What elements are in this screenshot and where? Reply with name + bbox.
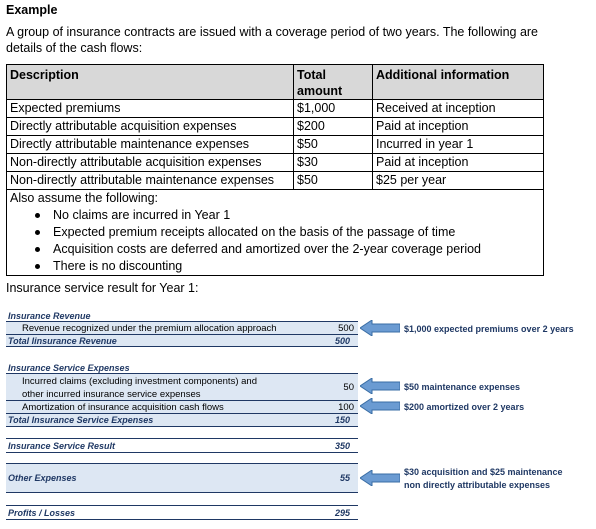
expenses-total-value: 150	[334, 415, 350, 425]
table-row	[7, 100, 543, 118]
service-result-statement	[0, 300, 596, 529]
assumption-text: No claims are incurred in Year 1	[53, 208, 231, 222]
table-row	[7, 154, 543, 172]
profits-losses-value: 295	[334, 508, 350, 518]
arrow-left-icon	[360, 470, 400, 486]
header-total-amount: Total amount	[297, 68, 343, 98]
assumption-item	[7, 241, 543, 258]
row-description: Directly attributable maintenance expenses	[10, 137, 250, 151]
intro-text: A group of insurance contracts are issued with a coverage period of two years. The following are details of the cash flows:	[6, 25, 539, 55]
note-revenue: $1,000 expected premiums over 2 years	[404, 324, 574, 334]
table-row	[7, 136, 543, 154]
amortization-line-label: Amortization of insurance acquisition cash flows	[22, 402, 224, 413]
table-row	[7, 172, 543, 189]
service-result-label: Insurance Service Result	[8, 441, 116, 451]
bullet-icon	[35, 230, 40, 235]
note-other-line-2: non directly attributable expenses	[404, 480, 551, 490]
note-amortization: $200 amortized over 2 years	[404, 402, 525, 412]
row-info: Received at inception	[376, 101, 496, 115]
profits-losses-label: Profits / Losses	[8, 508, 76, 518]
assumption-item	[7, 207, 543, 224]
assumption-text: Expected premium receipts allocated on the basis of the passage of time	[53, 225, 456, 239]
other-expenses-label: Other Expenses	[8, 473, 77, 483]
revenue-total-value: 500	[334, 336, 350, 346]
expenses-header: Insurance Service Expenses	[8, 363, 130, 373]
amortization-value: 100	[338, 402, 354, 413]
assumption-text: There is no discounting	[53, 259, 183, 273]
bullet-icon	[35, 213, 40, 218]
row-amount: $50	[297, 137, 318, 151]
claims-value: 50	[343, 382, 354, 393]
claims-line-1: Incurred claims (excluding investment components) and	[22, 376, 257, 387]
revenue-line-value: 500	[338, 323, 354, 334]
result-subtitle: Insurance service result for Year 1:	[6, 281, 199, 295]
row-amount: $200	[297, 119, 325, 133]
header-description: Description	[10, 68, 79, 82]
row-description: Expected premiums	[10, 101, 121, 115]
header-additional-info: Additional information	[376, 68, 510, 82]
expenses-total-label: Total Insurance Service Expenses	[8, 415, 154, 425]
bullet-icon	[35, 264, 40, 269]
row-description: Non-directly attributable acquisition expenses	[10, 155, 262, 169]
table-header	[7, 65, 543, 100]
revenue-line-label: Revenue recognized under the premium allocation approach	[22, 323, 277, 334]
row-info: $25 per year	[376, 173, 447, 187]
revenue-total-label: Total Iinsurance Revenue	[8, 336, 117, 346]
assumption-item	[7, 224, 543, 241]
row-info: Paid at inception	[376, 155, 469, 169]
cash-flow-table	[6, 64, 544, 276]
claims-line-2: other incurred insurance service expenses	[22, 389, 201, 400]
other-expenses-value: 55	[339, 473, 350, 483]
service-result-value: 350	[334, 441, 350, 451]
assumption-item	[7, 258, 543, 275]
row-description: Directly attributable acquisition expenses	[10, 119, 237, 133]
assumptions-label: Also assume the following:	[7, 189, 543, 207]
row-amount: $1,000	[297, 101, 336, 115]
row-description: Non-directly attributable maintenance expenses	[10, 173, 275, 187]
row-info: Paid at inception	[376, 119, 469, 133]
note-other-line-1: $30 acquisition and $25 maintenance	[404, 467, 563, 477]
revenue-header: Insurance Revenue	[8, 311, 91, 321]
row-amount: $50	[297, 173, 318, 187]
bullet-icon	[35, 247, 40, 252]
table-row	[7, 118, 543, 136]
assumption-text: Acquisition costs are deferred and amortized over the 2-year coverage period	[53, 242, 482, 256]
row-info: Incurred in year 1	[376, 137, 474, 151]
arrow-left-icon	[360, 378, 400, 394]
note-claims: $50 maintenance expenses	[404, 382, 521, 392]
arrow-left-icon	[360, 320, 400, 336]
arrow-left-icon	[360, 398, 400, 414]
example-heading: Example	[6, 3, 58, 17]
row-amount: $30	[297, 155, 318, 169]
